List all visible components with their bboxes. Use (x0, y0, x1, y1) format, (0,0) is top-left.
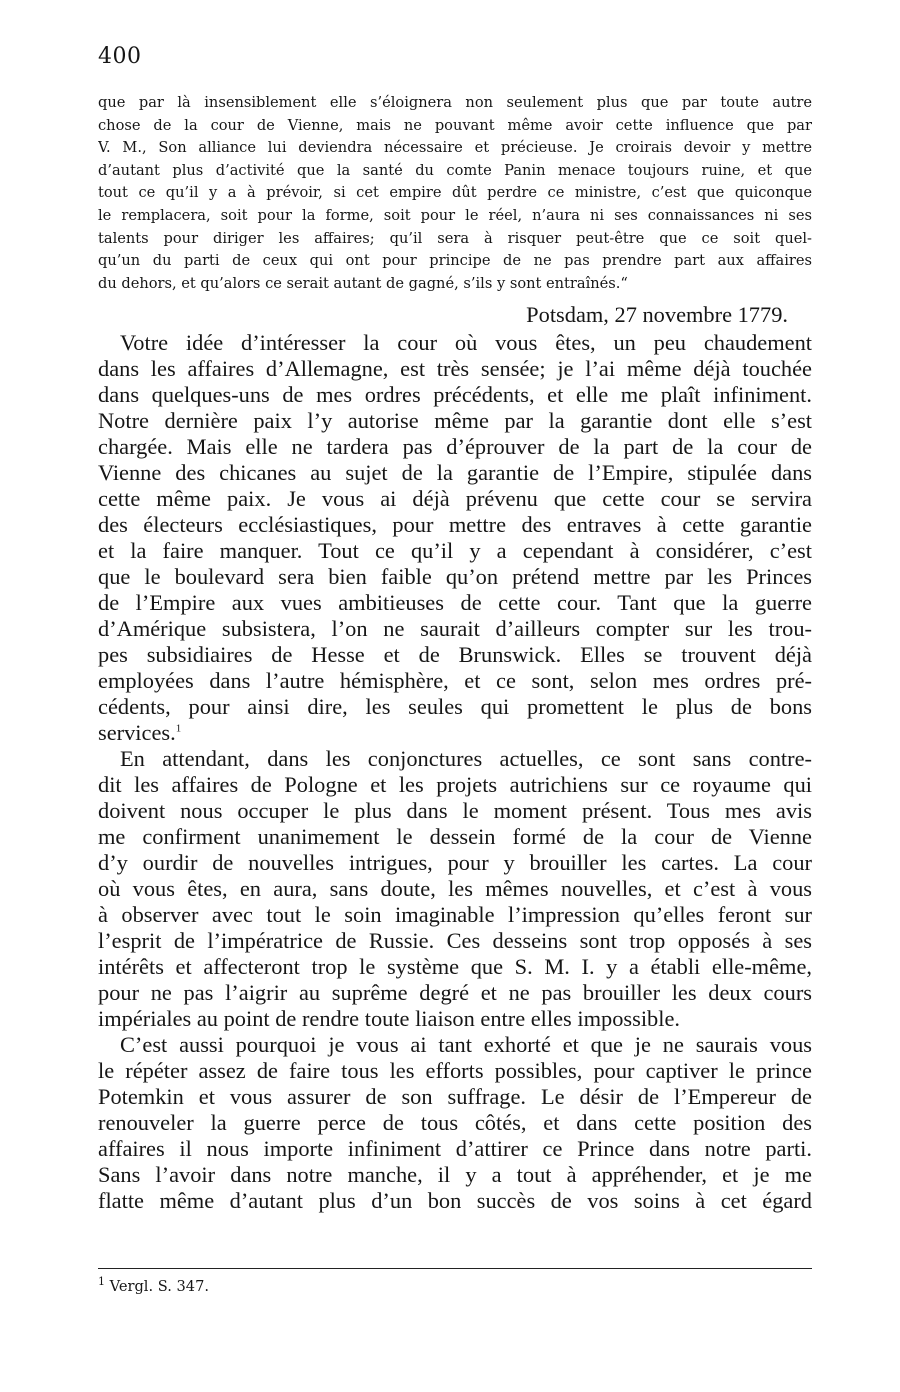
quote-line: qu’un du parti de ceux qui ont pour principe de ne pas prendre part aux affaires (98, 252, 812, 270)
body-line: doivent nous occuper le plus dans le moment présent. Tous mes avis (98, 798, 812, 823)
body-line: dans les affaires d’Allemagne, est très sensée; je l’ai même déjà touchée (98, 356, 812, 381)
body-line: renouveler la guerre perce de tous côtés, et dans cette position des (98, 1110, 812, 1135)
body-line: à observer avec tout le soin imaginable l’impression qu’elles feront sur (98, 902, 812, 927)
quote-line: chose de la cour de Vienne, mais ne pouvant même avoir cette influence que par (98, 116, 812, 134)
body-line (98, 720, 812, 746)
body-line: intérêts et affecteront trop le système que S. M. I. y a établi elle-même, (98, 954, 812, 979)
quote-line: que par là insensiblement elle s’éloignera non seulement plus que par toute autre (98, 94, 812, 111)
body-line: et la faire manquer. Tout ce qu’il y a cependant à considérer, c’est (98, 538, 812, 563)
quote-line: du dehors, et qu’alors ce serait autant de gagné, s’ils y sont entraînés.“ (98, 274, 628, 292)
quote-line: tout ce qu’il y a à prévoir, si cet empire dût perdre ce ministre, c’est que quiconque (98, 184, 812, 202)
body-line: pour ne pas l’aigrir au suprême degré et ne pas brouiller les deux cours (98, 980, 812, 1005)
quote-line: talents pour diriger les affaires; qu’il sera à risquer peut-être que ce soit quel- (98, 229, 812, 247)
body-line: d’y ourdir de nouvelles intrigues, pour y brouiller les cartes. La cour (98, 850, 812, 875)
footnote-text: Vergl. S. 347. (109, 1278, 209, 1295)
body-line: cette même paix. Je vous ai déjà prévenu que cette cour se servira (98, 486, 812, 511)
body-line: impériales au point de rendre toute liaison entre elles impossible. (98, 1006, 680, 1031)
quote-line: le remplacera, soit pour la forme, soit pour le réel, n’aura ni ses connaissances ni ses (98, 206, 812, 224)
body-line: En attendant, dans les conjonctures actuelles, ce sont sans contre- (120, 746, 812, 771)
body-line: cédents, pour ainsi dire, les seules qui promettent le plus de bons (98, 694, 812, 719)
body-line: Votre idée d’intéresser la cour où vous êtes, un peu chaudement (120, 330, 812, 355)
body-line: l’esprit de l’impératrice de Russie. Ces desseins sont trop opposés à ses (98, 928, 812, 953)
body-line: des électeurs ecclésiastiques, pour mettre des entraves à cette garantie (98, 512, 812, 537)
body-line: Vienne des chicanes au sujet de la garantie de l’Empire, stipulée dans (98, 460, 812, 485)
footnote-marker: 1 (98, 1275, 105, 1289)
quoted-passage (98, 92, 812, 295)
body-line: dit les affaires de Pologne et les projets autrichiens sur ce royaume qui (98, 772, 812, 797)
body-line: que le boulevard sera bien faible qu’on prétend mettre par les Princes (98, 564, 812, 589)
body-line: flatte même d’autant plus d’un bon succès de vos soins à cet égard (98, 1188, 812, 1213)
dateline: Potsdam, 27 novembre 1779. (526, 302, 788, 327)
body-line: le répéter assez de faire tous les efforts possibles, pour captiver le prince (98, 1058, 812, 1083)
body-line: pes subsidiaires de Hesse et de Brunswick. Elles se trouvent déjà (98, 642, 812, 667)
footnote-reference[interactable]: 1 (175, 722, 182, 735)
body-line: où vous êtes, en aura, sans doute, les mêmes nouvelles, et c’est à vous (98, 876, 812, 901)
body-line: C’est aussi pourquoi je vous ai tant exhorté et que je ne saurais vous (120, 1032, 812, 1057)
body-line: Notre dernière paix l’y autorise même par la garantie dont elle s’est (98, 408, 812, 433)
quote-line: V. M., Son alliance lui deviendra nécessaire et précieuse. Je croirais devoir y mettre (98, 139, 812, 157)
page-number: 400 (98, 44, 142, 69)
letter-body (98, 300, 812, 1214)
body-line: me confirment unanimement le dessein formé de la cour de Vienne (98, 824, 812, 849)
body-line: d’Amérique subsistera, l’on ne saurait d’ailleurs compter sur les trou- (98, 616, 812, 641)
quote-line: d’autant plus d’activité que la santé du comte Panin menace toujours ruine, et que (98, 161, 812, 179)
body-line: Sans l’avoir dans notre manche, il y a tout à appréhender, et je me (98, 1162, 812, 1187)
body-line: employées dans l’autre hémisphère, et ce sont, selon mes ordres pré- (98, 668, 812, 693)
footnote (98, 1275, 209, 1295)
body-line: de l’Empire aux vues ambitieuses de cette cour. Tant que la guerre (98, 590, 812, 615)
body-line: chargée. Mais elle ne tardera pas d’éprouver de la part de la cour de (98, 434, 812, 459)
body-line: dans quelques-uns de mes ordres précédents, et elle me plaît infiniment. (98, 382, 812, 407)
body-line-text: services. (98, 720, 176, 745)
body-line: affaires il nous importe infiniment d’attirer ce Prince dans notre parti. (98, 1136, 812, 1161)
body-line: Potemkin et vous assurer de son suffrage. Le désir de l’Empereur de (98, 1084, 812, 1109)
footnote-divider (98, 1268, 812, 1269)
